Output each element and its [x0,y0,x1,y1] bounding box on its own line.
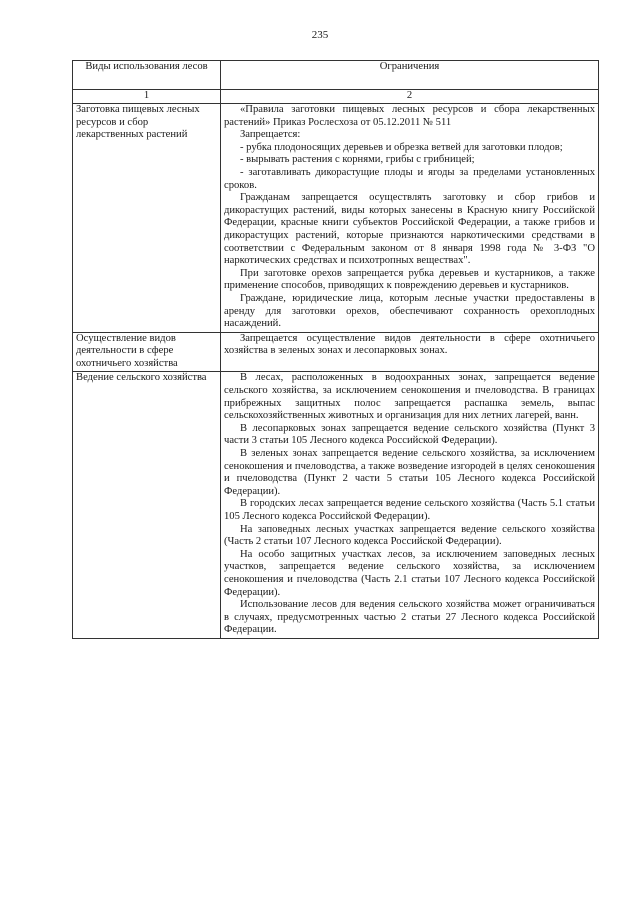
restrictions-table [72,60,599,639]
restriction-paragraph: «Правила заготовки пищевых лесных ресурсов и сбора лекарственных растений» Приказ Рослесхоза от 05.12.2011 № 511 [224,104,595,128]
restriction-paragraph: На заповедных лесных участках запрещается ведение сельского хозяйства (Часть 2 статьи 107 Лесного кодекса Российской Федерации). [224,523,595,548]
table-header-row [73,61,599,90]
forest-use-cell: Осуществление видов деятельности в сфере охотничьего хозяйства [73,332,221,372]
column-number-row [73,90,599,104]
restrictions-cell [221,332,599,372]
header-forest-use: Виды использования лесов [73,61,221,90]
restrictions-cell [221,104,599,333]
restriction-paragraph: - заготавливать дикорастущие плоды и ягоды за пределами установленных сроков. [224,166,595,191]
forest-use-cell: Заготовка пищевых лесных ресурсов и сбор лекарственных растений [73,104,221,333]
restriction-paragraph: При заготовке орехов запрещается рубка деревьев и кустарников, а также применение способов, приводящих к повреждению деревьев и кустарников. [224,267,595,292]
restriction-paragraph: В городских лесах запрещается ведение сельского хозяйства (Часть 5.1 статьи 105 Лесного кодекса Российской Федерации). [224,498,595,522]
table-row [73,372,599,638]
table-body [73,104,599,639]
restriction-paragraph: В лесопарковых зонах запрещается ведение сельского хозяйства (Пункт 3 части 3 статьи 105 Лесного кодекса Российской Федерации). [224,422,595,447]
column-number-1: 1 [73,90,221,104]
restriction-paragraph: Запрещается осуществление видов деятельности в сфере охотничьего хозяйства в зеленых зонах и лесопарковых зонах. [224,332,595,357]
page-number: 235 [311,29,329,41]
restriction-paragraph: На особо защитных участках лесов, за исключением заповедных лесных участков, запрещается ведение сельского хозяйства, за исключением сенокошения и пчеловодства (Часть 2.1 статьи 107 Лесного кодекса Российской Федерации). [224,548,595,598]
restriction-paragraph: В зеленых зонах запрещается ведение сельского хозяйства, за исключением сенокошения и пчеловодства, а также возведение изгородей в целях сенокошения и пчеловодства (Пункт 2 части 5 статьи 105 Лесного кодекса Российской Федерации). [224,448,595,497]
column-number-2: 2 [221,90,599,104]
restrictions-cell [221,372,599,638]
table-row [73,332,599,372]
restriction-paragraph: - вырывать растения с корнями, грибы с грибницей; [240,154,475,166]
forest-use-cell: Ведение сельского хозяйства [73,372,221,638]
header-restrictions: Ограничения [221,61,599,90]
restriction-paragraph: - рубка плодоносящих деревьев и обрезка ветвей для заготовки плодов; [240,141,563,153]
table-row [73,104,599,333]
restriction-paragraph: Гражданам запрещается осуществлять заготовку и сбор грибов и дикорастущих растений, виды которых занесены в Красную книгу Российской Федерации, красные книги субъектов Российской Федерации, а также грибов и дикорастущих растений, которые признаются наркотическими средствами в соответствии с Федеральным законом от 8 января 1998 года № 3-ФЗ "О наркотических средствах и психотропных веществах". [224,192,595,267]
restriction-paragraph: Использование лесов для ведения сельского хозяйства может ограничиваться в случаях, предусмотренных частью 2 статьи 27 Лесного кодекса Российской Федерации. [224,599,595,636]
restriction-paragraph: Граждане, юридические лица, которым лесные участки предоставлены в аренду для заготовки орехов, обеспечивают сохранность орехоплодных насаждений. [224,292,595,330]
restriction-paragraph: В лесах, расположенных в водоохранных зонах, запрещается ведение сельского хозяйства, за исключением сенокошения и пчеловодства. В границах прибрежных защитных полос запрещается распашка земель, выпас сельскохозяйственных животных и организация для них летних лагерей, ванн. [224,372,595,422]
restriction-paragraph: Запрещается: [240,129,301,141]
